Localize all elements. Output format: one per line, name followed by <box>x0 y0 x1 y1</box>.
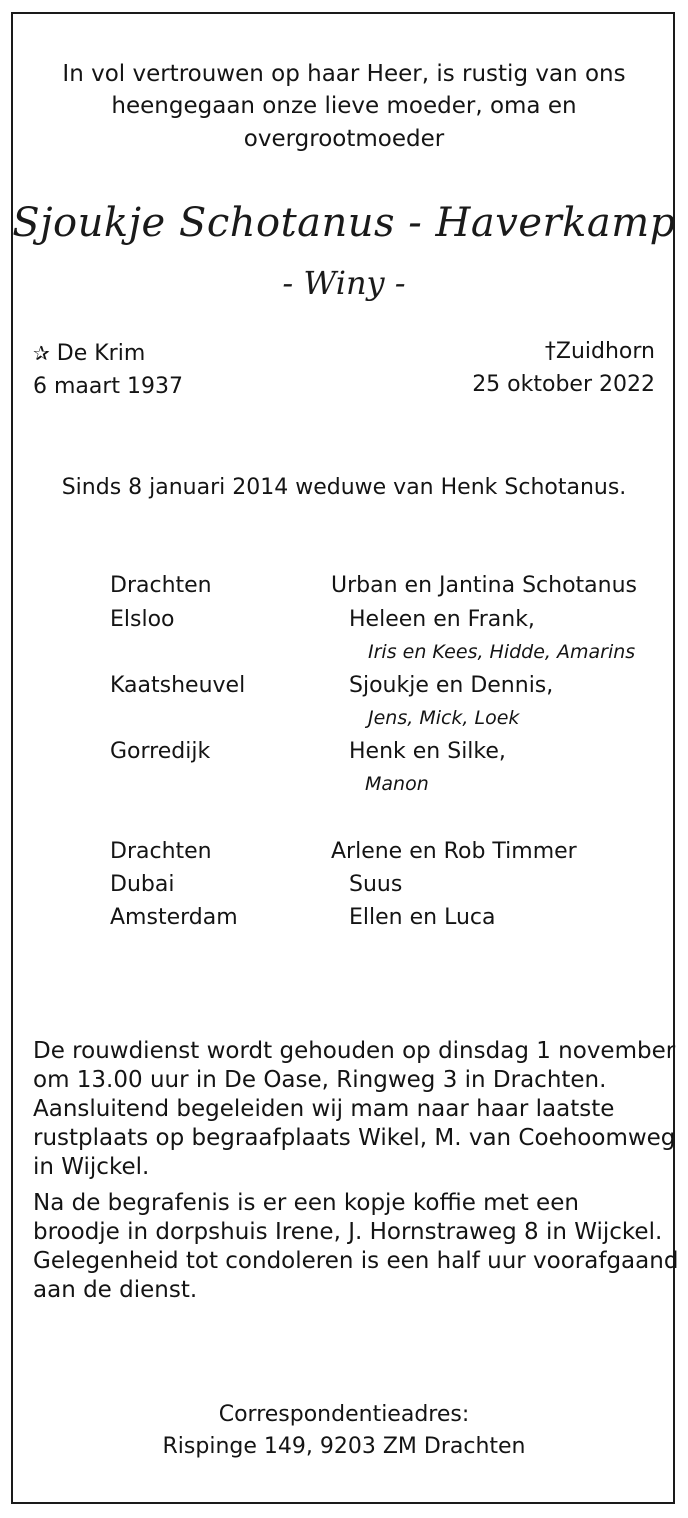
service-line: in Wijckel. <box>33 1154 150 1180</box>
family-names: Sjoukje en Dennis, <box>349 673 554 698</box>
family-names: Arlene en Rob Timmer <box>331 839 577 864</box>
service-line: om 13.00 uur in De Oase, Ringweg 3 in Drachten. <box>33 1067 607 1093</box>
death-line <box>545 339 655 364</box>
service-line: rustplaats op begraafplaats Wikel, M. van Coehoomweg <box>33 1125 676 1151</box>
death-date: 25 oktober 2022 <box>472 372 655 397</box>
deceased-name: Sjoukje Schotanus - Haverkamp <box>12 200 676 246</box>
correspondence-label: Correspondentieadres: <box>218 1402 470 1427</box>
cross-icon: † <box>544 339 556 364</box>
family-grandchildren: Jens, Mick, Loek <box>368 707 520 729</box>
family-names: Henk en Silke, <box>349 739 506 764</box>
star-icon: ✰ <box>33 341 50 365</box>
intro-line-3: overgrootmoeder <box>243 126 445 152</box>
service-line: aan de dienst. <box>33 1277 198 1303</box>
service-line: Gelegenheid tot condoleren is een half uur voorafgaand <box>33 1248 679 1274</box>
intro-line-1: In vol vertrouwen op haar Heer, is rustig van ons <box>62 61 626 87</box>
birth-line <box>33 341 145 366</box>
service-line: De rouwdienst wordt gehouden op dinsdag 1 november <box>33 1038 676 1064</box>
service-line: Na de begrafenis is er een kopje koffie met een <box>33 1190 579 1216</box>
service-line: broodje in dorpshuis Irene, J. Hornstraweg 8 in Wijckel. <box>33 1219 663 1245</box>
family-place: Elsloo <box>110 607 175 632</box>
family-place: Amsterdam <box>110 905 238 930</box>
service-line: Aansluitend begeleiden wij mam naar haar laatste <box>33 1096 615 1122</box>
family-names: Ellen en Luca <box>349 905 496 930</box>
birth-date: 6 maart 1937 <box>33 374 184 399</box>
family-place: Dubai <box>110 872 175 897</box>
death-place: Zuidhorn <box>555 339 655 364</box>
family-place: Drachten <box>110 573 212 598</box>
family-names: Suus <box>349 872 403 897</box>
deceased-nickname: - Winy - <box>282 264 406 302</box>
family-place: Kaatsheuvel <box>110 673 246 698</box>
family-place: Gorredijk <box>110 739 211 764</box>
family-names: Heleen en Frank, <box>349 607 535 632</box>
correspondence-address: Rispinge 149, 9203 ZM Drachten <box>162 1434 526 1459</box>
family-place: Drachten <box>110 839 212 864</box>
family-grandchildren: Manon <box>365 773 429 795</box>
intro-line-2: heengegaan onze lieve moeder, oma en <box>111 93 577 119</box>
family-names: Urban en Jantina Schotanus <box>331 573 637 598</box>
birth-place: De Krim <box>56 341 146 366</box>
widow-line: Sinds 8 januari 2014 weduwe van Henk Schotanus. <box>61 475 627 500</box>
family-grandchildren: Iris en Kees, Hidde, Amarins <box>368 641 636 663</box>
